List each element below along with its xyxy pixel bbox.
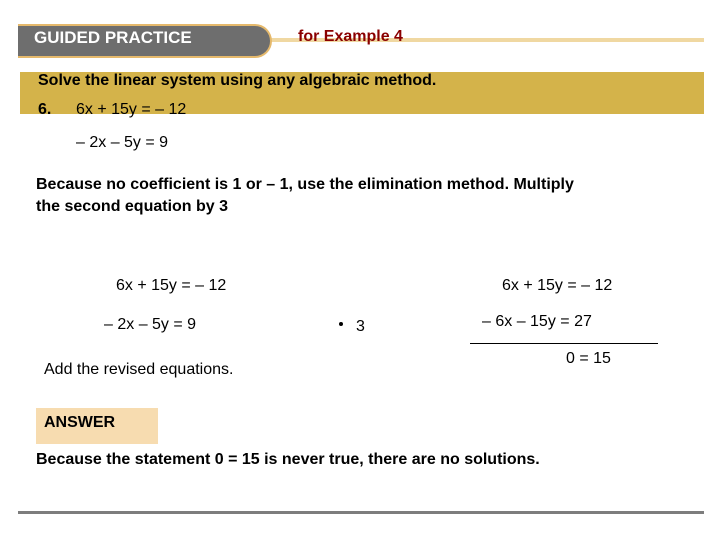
example-reference: for Example 4 (298, 28, 403, 45)
multiply-dot (339, 322, 343, 326)
original-equation-1: 6x + 15y = – 12 (116, 277, 227, 294)
sum-result: 0 = 15 (566, 350, 611, 367)
footer-rule (18, 511, 704, 514)
guided-practice-label: GUIDED PRACTICE (34, 28, 192, 47)
explanation-line-2: the second equation by 3 (36, 198, 229, 215)
problem-equation-1: 6x + 15y = – 12 (76, 101, 187, 118)
instruction-text: Solve the linear system using any algebraic method. (38, 72, 437, 89)
answer-text: Because the statement 0 = 15 is never true, there are no solutions. (36, 451, 540, 468)
problem-equation-2: – 2x – 5y = 9 (76, 134, 169, 151)
revised-equation-2: – 6x – 15y = 27 (482, 313, 592, 330)
original-equation-2: – 2x – 5y = 9 (104, 316, 197, 333)
explanation-line-1: Because no coefficient is 1 or – 1, use the elimination method. Multiply (36, 176, 574, 193)
sum-line (470, 343, 658, 344)
problem-number: 6. (38, 101, 52, 118)
answer-label: ANSWER (44, 414, 116, 431)
add-note: Add the revised equations. (44, 361, 234, 378)
multiplier: 3 (356, 318, 365, 335)
revised-equation-1: 6x + 15y = – 12 (502, 277, 613, 294)
